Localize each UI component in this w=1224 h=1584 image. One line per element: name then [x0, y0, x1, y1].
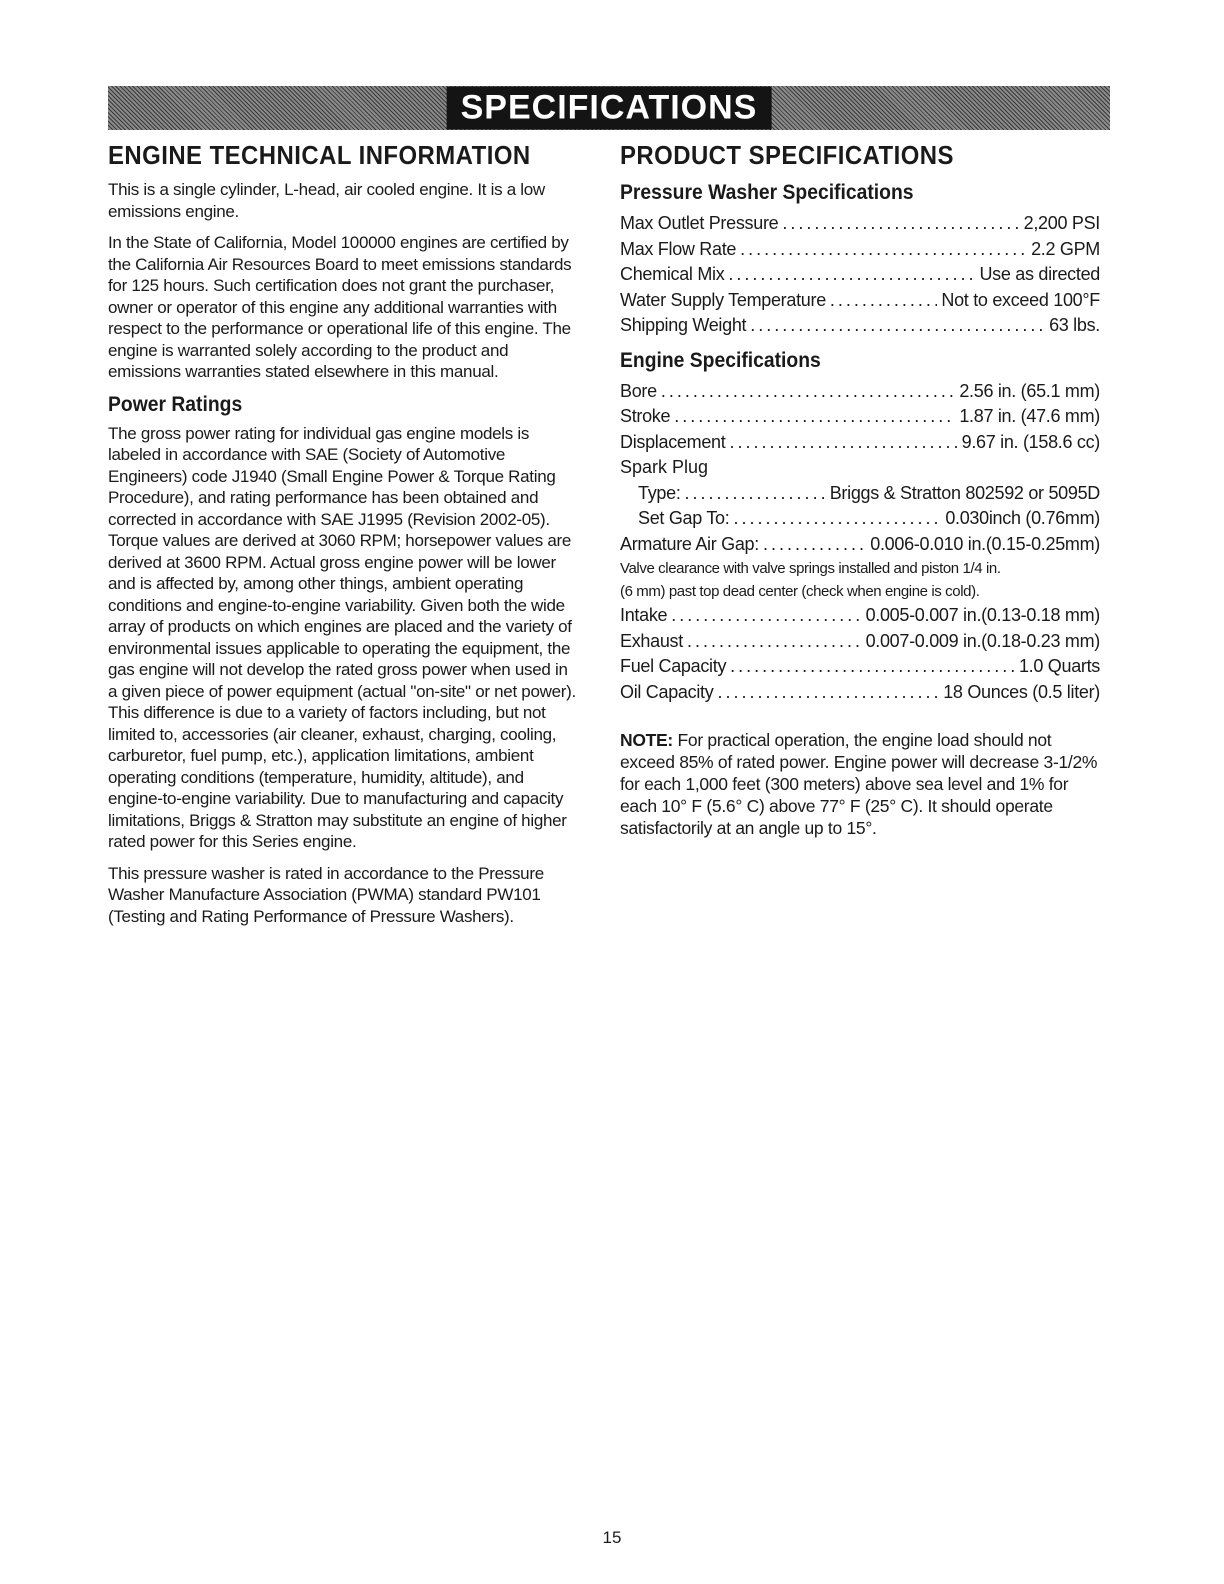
- spec-label: Chemical Mix: [620, 264, 725, 284]
- leader-dots: [687, 629, 862, 655]
- spec-value: 0.005-0.007 in.(0.13-0.18 mm): [865, 605, 1100, 625]
- leader-dots: [674, 404, 955, 430]
- page-number: 15: [602, 1528, 622, 1547]
- pwma-rating-paragraph: This pressure washer is rated in accordance to the Pressure Washer Manufacture Association (PWMA) standard PW101 (Testing and Rating Performance of Pressure Washers).: [108, 863, 544, 926]
- spec-row: [620, 430, 1100, 456]
- leader-dots: [671, 603, 861, 629]
- spec-row: [620, 603, 1100, 629]
- spec-label: Set Gap To:: [638, 508, 730, 528]
- california-certification-paragraph: In the State of California, Model 100000 engines are certified by the California Air Resources Board to meet emissions standards for 125 hours. Such certification does not grant the purchaser, owner or operator of this engine any additional warranties with respect to the performance or operational life of this engine. The engine is warranted solely according to the product and emissions warranties stated elsewhere in this manual.: [108, 233, 572, 381]
- spec-value: Not to exceed 100°F: [941, 289, 1100, 310]
- spec-label: Type:: [638, 482, 681, 503]
- spec-value: 63 lbs.: [1049, 315, 1100, 335]
- leader-dots: [685, 481, 826, 507]
- leader-dots: [729, 430, 957, 456]
- note-label: NOTE:: [620, 730, 673, 750]
- spec-row: [620, 629, 1100, 655]
- spec-value: 0.007-0.009 in.(0.18-0.23 mm): [865, 630, 1100, 651]
- spec-value: 9.67 in. (158.6 cc): [961, 431, 1100, 452]
- spec-label: Max Outlet Pressure: [620, 213, 779, 233]
- engine-description-paragraph: This is a single cylinder, L-head, air cooled engine. It is a low emissions engine.: [108, 180, 545, 221]
- spec-label: Armature Air Gap:: [620, 533, 759, 554]
- spec-value: 1.87 in. (47.6 mm): [959, 406, 1100, 426]
- specifications-banner: [108, 86, 1110, 130]
- pressure-washer-specifications-heading: Pressure Washer Specifications: [620, 181, 914, 204]
- spec-row: [620, 481, 1100, 507]
- spec-value: 2.56 in. (65.1 mm): [959, 380, 1100, 401]
- spec-label: Shipping Weight: [620, 315, 747, 335]
- spec-value: 0.030inch (0.76mm): [945, 508, 1100, 528]
- spec-row: [620, 211, 1100, 237]
- spec-row: [620, 262, 1100, 288]
- valve-clearance-note-continued: (6 mm) past top dead center (check when engine is cold).: [620, 583, 980, 600]
- spec-row: [620, 532, 1100, 558]
- leader-dots: [782, 211, 1019, 237]
- spec-row: [620, 680, 1100, 706]
- spec-row: [620, 379, 1100, 405]
- spec-row: [620, 654, 1100, 680]
- engine-technical-information-column: [108, 140, 578, 937]
- spec-row: [620, 313, 1100, 339]
- leader-dots: [733, 506, 941, 532]
- spec-value: Use as directed: [979, 264, 1100, 284]
- valve-clearance-note: Valve clearance with valve springs installed and piston 1/4 in.: [620, 560, 1001, 577]
- spec-value: 2,200 PSI: [1023, 213, 1100, 233]
- spec-row: [620, 288, 1100, 314]
- pressure-washer-spec-list: [620, 211, 1100, 339]
- spec-label: Displacement: [620, 431, 726, 452]
- spec-value: 0.006-0.010 in.(0.15-0.25mm): [870, 533, 1100, 554]
- spec-label: Fuel Capacity: [620, 656, 727, 676]
- leader-dots: [740, 237, 1027, 263]
- product-specifications-column: [620, 140, 1100, 849]
- leader-dots: [750, 313, 1045, 339]
- leader-dots: [661, 379, 956, 405]
- spec-label: Exhaust: [620, 630, 683, 651]
- operation-note: [620, 729, 1100, 839]
- spec-label: Max Flow Rate: [620, 238, 737, 259]
- banner-title: SPECIFICATIONS: [447, 87, 772, 130]
- note-text: For practical operation, the engine load should not exceed 85% of rated power. Engine power will decrease 3-1/2% for each 1,000 feet (300 meters) above sea level and 1% for each 10° F (5.6° C) above 77° F (25° C). It should operate satisfactorily at an angle up to 15°.: [620, 730, 1098, 838]
- power-ratings-paragraph: The gross power rating for individual gas engine models is labeled in accordance with SAE (Society of Automotive Engineers) code J1940 (Small Engine Power & Torque Rating Procedure), and rating performance has been obtained and corrected in accordance with SAE J1995 (Revision 2002-05). Torque values are derived at 3060 RPM; horsepower values are derived at 3600 RPM. Actual gross engine power will be lower and is affected by, among other things, ambient operating conditions and engine-to-engine variability. Given both the wide array of products on which engines are placed and the variety of environmental issues applicable to operating the equipment, the gas engine will not develop the rated gross power when used in a given piece of power equipment (actual "on-site" or net power). This difference is due to a variety of factors including, but not limited to, accessories (air cleaner, exhaust, charging, cooling, carburetor, fuel pump, etc.), application limitations, ambient operating conditions (temperature, humidity, altitude), and engine-to-engine variability. Due to manufacturing and capacity limitations, Briggs & Stratton may substitute an engine of higher rated power for this Series engine.: [108, 423, 576, 851]
- leader-dots: [728, 262, 975, 288]
- spec-label: Water Supply Temperature: [620, 289, 826, 310]
- spec-value: 2.2 GPM: [1031, 238, 1100, 259]
- spec-value: Briggs & Stratton 802592 or 5095D: [829, 482, 1100, 503]
- leader-dots: [830, 288, 937, 314]
- engine-specifications-heading: Engine Specifications: [620, 348, 821, 372]
- product-specifications-heading: PRODUCT SPECIFICATIONS: [620, 140, 954, 170]
- spec-label: Intake: [620, 605, 668, 625]
- spec-label: Oil Capacity: [620, 681, 714, 702]
- spec-row: [620, 404, 1100, 430]
- leader-dots: [730, 654, 1015, 680]
- engine-spec-list: [620, 379, 1100, 706]
- spec-row: [620, 506, 1100, 532]
- engine-technical-information-heading: ENGINE TECHNICAL INFORMATION: [108, 140, 531, 170]
- spec-label: Stroke: [620, 406, 671, 426]
- spec-label: Bore: [620, 380, 657, 401]
- spec-value: 18 Ounces (0.5 liter): [943, 681, 1100, 702]
- spec-value: 1.0 Quarts: [1018, 656, 1100, 676]
- leader-dots: [763, 532, 866, 558]
- spark-plug-label: Spark Plug: [620, 457, 709, 477]
- power-ratings-heading: Power Ratings: [108, 392, 243, 416]
- spec-row: [620, 237, 1100, 263]
- leader-dots: [717, 680, 939, 706]
